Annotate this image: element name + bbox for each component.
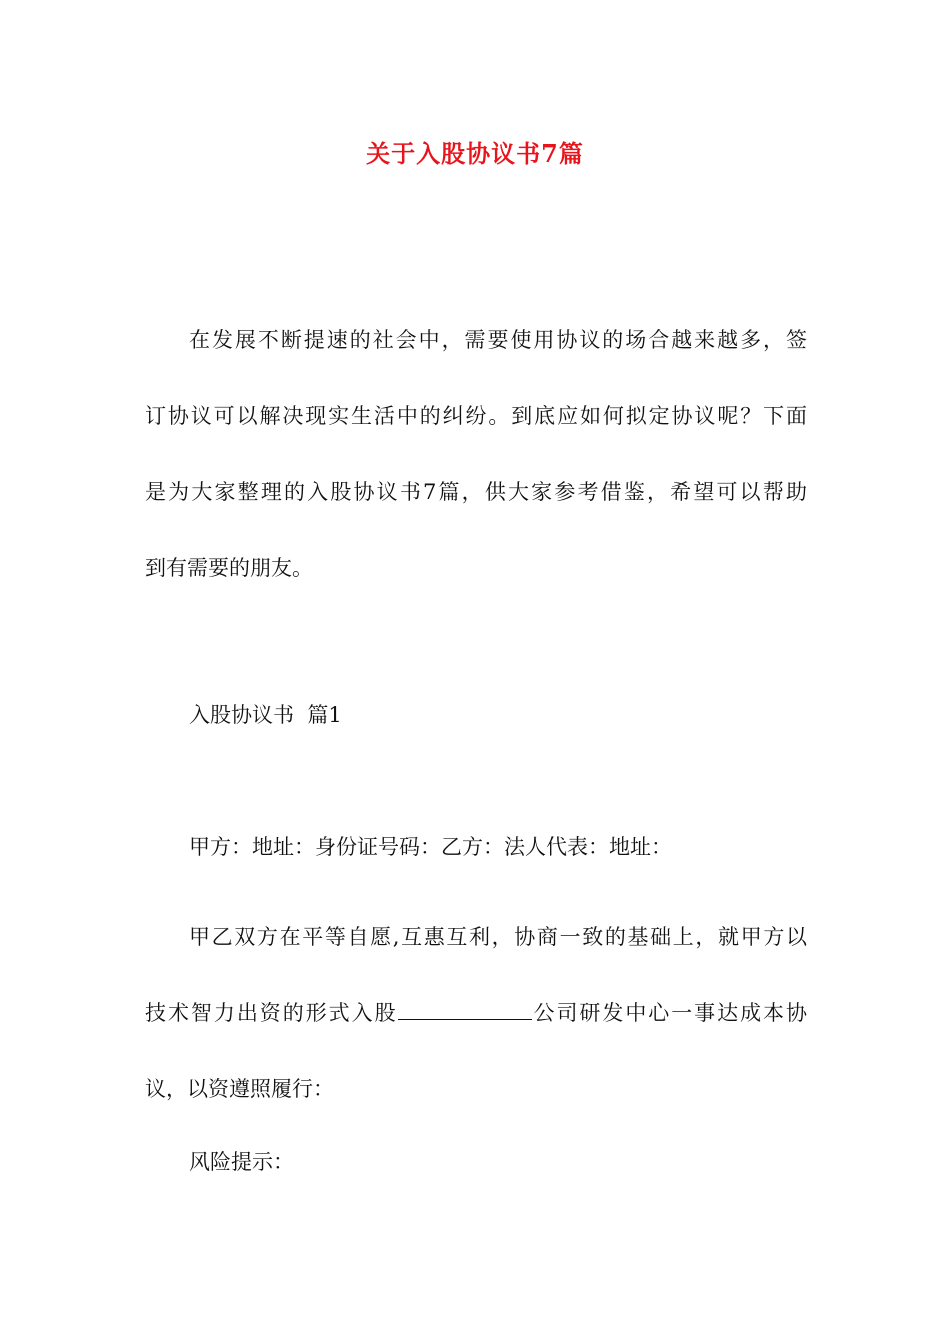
agreement-line: 议，以资遵照履行： xyxy=(145,1077,334,1101)
parties-paragraph xyxy=(145,809,807,885)
parties-text: 甲方：地址：身份证号码：乙方：法人代表：地址： xyxy=(189,835,672,859)
document-title: 关于入股协议书7篇 xyxy=(366,139,584,168)
section-heading xyxy=(145,677,807,753)
intro-line: 订协议可以解决现实生活中的纠纷。到底应如何拟定协议呢？下面 xyxy=(145,404,807,428)
agreement-paragraph xyxy=(145,899,807,1127)
company-name-blank xyxy=(398,1001,532,1020)
intro-line: 在发展不断提速的社会中，需要使用协议的场合越来越多，签 xyxy=(189,328,807,352)
agreement-line-start: 技术智力出资的形式入股 xyxy=(145,1001,398,1025)
agreement-line xyxy=(145,975,807,1051)
intro-line: 到有需要的朋友。 xyxy=(145,556,313,580)
agreement-line: 甲乙双方在平等自愿,互惠互利，协商一致的基础上，就甲方以 xyxy=(189,925,807,949)
risk-heading-text: 风险提示： xyxy=(189,1150,294,1174)
agreement-line-end: 公司研发中心一事达成本协 xyxy=(531,1001,808,1025)
section-heading-text: 入股协议书 篇1 xyxy=(189,703,342,727)
risk-heading xyxy=(145,1124,807,1200)
intro-paragraph xyxy=(145,302,807,606)
intro-line: 是为大家整理的入股协议书7篇，供大家参考借鉴，希望可以帮助 xyxy=(145,480,807,504)
